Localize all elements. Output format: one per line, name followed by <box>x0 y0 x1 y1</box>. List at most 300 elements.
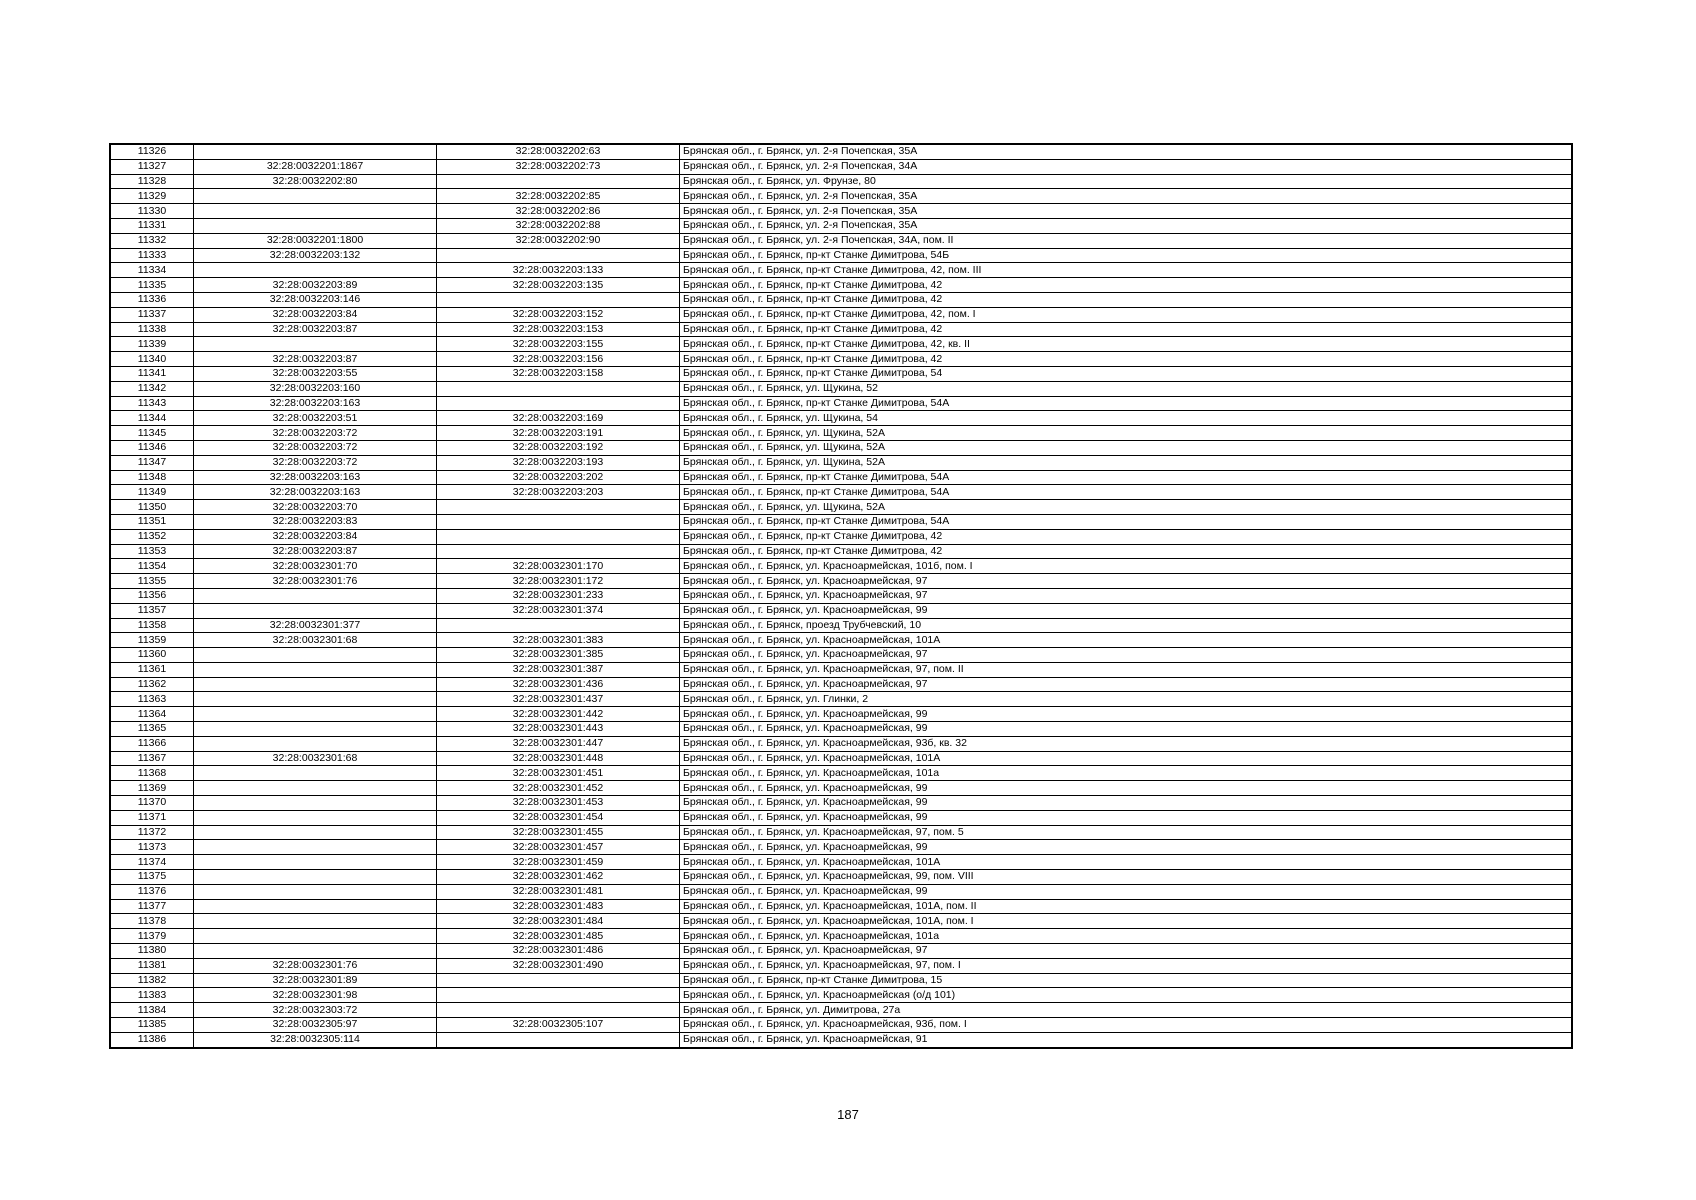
table-row <box>110 588 1572 603</box>
building-cadastral-cell <box>437 1032 680 1047</box>
address-cell: Брянская обл., г. Брянск, ул. Красноармейская, 91 <box>680 1032 1573 1047</box>
row-number-cell: 11361 <box>110 662 194 677</box>
row-number-cell: 11375 <box>110 870 194 885</box>
address-cell: Брянская обл., г. Брянск, ул. Красноармейская, 99 <box>680 796 1573 811</box>
row-number-cell: 11340 <box>110 352 194 367</box>
address-cell: Брянская обл., г. Брянск, пр-кт Станке Димитрова, 42, пом. I <box>680 307 1573 322</box>
table-row <box>110 470 1572 485</box>
land-plot-cadastral-cell <box>194 884 437 899</box>
table-row <box>110 884 1572 899</box>
land-plot-cadastral-cell <box>194 692 437 707</box>
row-number-cell: 11365 <box>110 722 194 737</box>
table-row <box>110 648 1572 663</box>
address-cell: Брянская обл., г. Брянск, ул. 2-я Почепская, 35А <box>680 218 1573 233</box>
row-number-cell: 11346 <box>110 440 194 455</box>
table-row <box>110 870 1572 885</box>
address-cell: Брянская обл., г. Брянск, ул. Щукина, 52А <box>680 455 1573 470</box>
land-plot-cadastral-cell <box>194 648 437 663</box>
building-cadastral-cell <box>437 248 680 263</box>
row-number-cell: 11327 <box>110 159 194 174</box>
building-cadastral-cell <box>437 292 680 307</box>
table-row <box>110 692 1572 707</box>
address-cell: Брянская обл., г. Брянск, ул. Красноармейская, 97, пом. I <box>680 958 1573 973</box>
address-cell: Брянская обл., г. Брянск, ул. Красноармейская, 101А, пом. II <box>680 899 1573 914</box>
table-row <box>110 618 1572 633</box>
table-row <box>110 396 1572 411</box>
address-cell: Брянская обл., г. Брянск, пр-кт Станке Димитрова, 42 <box>680 529 1573 544</box>
building-cadastral-cell: 32:28:0032301:385 <box>437 648 680 663</box>
row-number-cell: 11383 <box>110 988 194 1003</box>
address-cell: Брянская обл., г. Брянск, пр-кт Станке Димитрова, 42 <box>680 544 1573 559</box>
land-plot-cadastral-cell: 32:28:0032203:72 <box>194 426 437 441</box>
table-row <box>110 529 1572 544</box>
address-cell: Брянская обл., г. Брянск, ул. Щукина, 52А <box>680 426 1573 441</box>
land-plot-cadastral-cell: 32:28:0032201:1867 <box>194 159 437 174</box>
land-plot-cadastral-cell <box>194 914 437 929</box>
row-number-cell: 11336 <box>110 292 194 307</box>
address-cell: Брянская обл., г. Брянск, ул. Красноармейская, 101а <box>680 766 1573 781</box>
address-cell: Брянская обл., г. Брянск, ул. Красноармейская, 97, пом. 5 <box>680 825 1573 840</box>
land-plot-cadastral-cell <box>194 840 437 855</box>
table-row <box>110 485 1572 500</box>
table-row <box>110 218 1572 233</box>
address-cell: Брянская обл., г. Брянск, ул. Красноармейская, 99 <box>680 810 1573 825</box>
land-plot-cadastral-cell: 32:28:0032202:80 <box>194 174 437 189</box>
address-cell: Брянская обл., г. Брянск, ул. Красноармейская, 99 <box>680 781 1573 796</box>
row-number-cell: 11374 <box>110 855 194 870</box>
address-cell: Брянская обл., г. Брянск, ул. Щукина, 52 <box>680 381 1573 396</box>
row-number-cell: 11348 <box>110 470 194 485</box>
table-row <box>110 174 1572 189</box>
table-row <box>110 722 1572 737</box>
building-cadastral-cell: 32:28:0032203:169 <box>437 411 680 426</box>
table-row <box>110 736 1572 751</box>
land-plot-cadastral-cell: 32:28:0032301:76 <box>194 574 437 589</box>
building-cadastral-cell: 32:28:0032301:436 <box>437 677 680 692</box>
land-plot-cadastral-cell <box>194 899 437 914</box>
table-row <box>110 1032 1572 1047</box>
table-row <box>110 455 1572 470</box>
table-row <box>110 574 1572 589</box>
building-cadastral-cell: 32:28:0032301:454 <box>437 810 680 825</box>
table-row <box>110 855 1572 870</box>
building-cadastral-cell <box>437 544 680 559</box>
row-number-cell: 11368 <box>110 766 194 781</box>
registry-table <box>109 143 1573 1049</box>
land-plot-cadastral-cell <box>194 929 437 944</box>
address-cell: Брянская обл., г. Брянск, пр-кт Станке Димитрова, 54Б <box>680 248 1573 263</box>
address-cell: Брянская обл., г. Брянск, ул. Фрунзе, 80 <box>680 174 1573 189</box>
address-cell: Брянская обл., г. Брянск, ул. Красноармейская (о/д 101) <box>680 988 1573 1003</box>
row-number-cell: 11357 <box>110 603 194 618</box>
address-cell: Брянская обл., г. Брянск, пр-кт Станке Димитрова, 42, пом. III <box>680 263 1573 278</box>
table-row <box>110 796 1572 811</box>
address-cell: Брянская обл., г. Брянск, пр-кт Станке Димитрова, 42 <box>680 322 1573 337</box>
address-cell: Брянская обл., г. Брянск, ул. Красноармейская, 97, пом. II <box>680 662 1573 677</box>
table-row <box>110 248 1572 263</box>
building-cadastral-cell: 32:28:0032203:156 <box>437 352 680 367</box>
table-row <box>110 514 1572 529</box>
address-cell: Брянская обл., г. Брянск, ул. Красноармейская, 99 <box>680 884 1573 899</box>
address-cell: Брянская обл., г. Брянск, ул. Красноармейская, 101А, пом. I <box>680 914 1573 929</box>
building-cadastral-cell: 32:28:0032301:233 <box>437 588 680 603</box>
building-cadastral-cell: 32:28:0032301:447 <box>437 736 680 751</box>
row-number-cell: 11382 <box>110 973 194 988</box>
building-cadastral-cell: 32:28:0032203:135 <box>437 278 680 293</box>
building-cadastral-cell <box>437 973 680 988</box>
building-cadastral-cell: 32:28:0032301:383 <box>437 633 680 648</box>
row-number-cell: 11342 <box>110 381 194 396</box>
building-cadastral-cell <box>437 514 680 529</box>
table-row <box>110 307 1572 322</box>
building-cadastral-cell <box>437 1003 680 1018</box>
row-number-cell: 11385 <box>110 1018 194 1033</box>
address-cell: Брянская обл., г. Брянск, ул. 2-я Почепская, 34А, пом. II <box>680 233 1573 248</box>
table-row <box>110 914 1572 929</box>
land-plot-cadastral-cell <box>194 204 437 219</box>
table-row <box>110 973 1572 988</box>
table-row <box>110 825 1572 840</box>
table-row <box>110 500 1572 515</box>
building-cadastral-cell: 32:28:0032301:387 <box>437 662 680 677</box>
row-number-cell: 11371 <box>110 810 194 825</box>
land-plot-cadastral-cell <box>194 810 437 825</box>
row-number-cell: 11356 <box>110 588 194 603</box>
land-plot-cadastral-cell: 32:28:0032203:72 <box>194 455 437 470</box>
row-number-cell: 11363 <box>110 692 194 707</box>
land-plot-cadastral-cell: 32:28:0032301:68 <box>194 633 437 648</box>
building-cadastral-cell: 32:28:0032301:437 <box>437 692 680 707</box>
land-plot-cadastral-cell: 32:28:0032203:87 <box>194 322 437 337</box>
building-cadastral-cell: 32:28:0032202:85 <box>437 189 680 204</box>
building-cadastral-cell: 32:28:0032301:453 <box>437 796 680 811</box>
table-row <box>110 633 1572 648</box>
land-plot-cadastral-cell <box>194 263 437 278</box>
land-plot-cadastral-cell: 32:28:0032301:68 <box>194 751 437 766</box>
address-cell: Брянская обл., г. Брянск, ул. Красноармейская, 101А <box>680 751 1573 766</box>
building-cadastral-cell: 32:28:0032203:152 <box>437 307 680 322</box>
building-cadastral-cell: 32:28:0032301:448 <box>437 751 680 766</box>
row-number-cell: 11331 <box>110 218 194 233</box>
row-number-cell: 11351 <box>110 514 194 529</box>
table-row <box>110 352 1572 367</box>
row-number-cell: 11362 <box>110 677 194 692</box>
row-number-cell: 11359 <box>110 633 194 648</box>
building-cadastral-cell: 32:28:0032301:443 <box>437 722 680 737</box>
row-number-cell: 11380 <box>110 944 194 959</box>
table-row <box>110 988 1572 1003</box>
address-cell: Брянская обл., г. Брянск, пр-кт Станке Димитрова, 54А <box>680 396 1573 411</box>
land-plot-cadastral-cell <box>194 722 437 737</box>
address-cell: Брянская обл., г. Брянск, ул. Красноармейская, 101А <box>680 633 1573 648</box>
building-cadastral-cell: 32:28:0032301:442 <box>437 707 680 722</box>
building-cadastral-cell: 32:28:0032202:86 <box>437 204 680 219</box>
address-cell: Брянская обл., г. Брянск, ул. Красноармейская, 93б, кв. 32 <box>680 736 1573 751</box>
land-plot-cadastral-cell: 32:28:0032305:114 <box>194 1032 437 1047</box>
address-cell: Брянская обл., г. Брянск, ул. Красноармейская, 97 <box>680 648 1573 663</box>
building-cadastral-cell: 32:28:0032301:486 <box>437 944 680 959</box>
building-cadastral-cell: 32:28:0032202:90 <box>437 233 680 248</box>
land-plot-cadastral-cell: 32:28:0032203:83 <box>194 514 437 529</box>
address-cell: Брянская обл., г. Брянск, пр-кт Станке Димитрова, 42 <box>680 292 1573 307</box>
table-row <box>110 958 1572 973</box>
table-row <box>110 707 1572 722</box>
row-number-cell: 11384 <box>110 1003 194 1018</box>
address-cell: Брянская обл., г. Брянск, ул. Красноармейская, 97 <box>680 574 1573 589</box>
registry-table-body <box>110 144 1572 1048</box>
land-plot-cadastral-cell: 32:28:0032305:97 <box>194 1018 437 1033</box>
land-plot-cadastral-cell <box>194 855 437 870</box>
land-plot-cadastral-cell: 32:28:0032301:377 <box>194 618 437 633</box>
building-cadastral-cell: 32:28:0032301:451 <box>437 766 680 781</box>
row-number-cell: 11381 <box>110 958 194 973</box>
row-number-cell: 11355 <box>110 574 194 589</box>
table-row <box>110 944 1572 959</box>
address-cell: Брянская обл., г. Брянск, пр-кт Станке Димитрова, 54 <box>680 366 1573 381</box>
address-cell: Брянская обл., г. Брянск, пр-кт Станке Димитрова, 42, кв. II <box>680 337 1573 352</box>
land-plot-cadastral-cell <box>194 662 437 677</box>
building-cadastral-cell: 32:28:0032301:170 <box>437 559 680 574</box>
building-cadastral-cell <box>437 381 680 396</box>
land-plot-cadastral-cell: 32:28:0032301:98 <box>194 988 437 1003</box>
address-cell: Брянская обл., г. Брянск, ул. Щукина, 54 <box>680 411 1573 426</box>
building-cadastral-cell <box>437 618 680 633</box>
row-number-cell: 11345 <box>110 426 194 441</box>
land-plot-cadastral-cell: 32:28:0032203:55 <box>194 366 437 381</box>
land-plot-cadastral-cell <box>194 588 437 603</box>
address-cell: Брянская обл., г. Брянск, ул. Красноармейская, 99 <box>680 722 1573 737</box>
table-row <box>110 411 1572 426</box>
land-plot-cadastral-cell <box>194 944 437 959</box>
address-cell: Брянская обл., г. Брянск, ул. Красноармейская, 99, пом. VIII <box>680 870 1573 885</box>
row-number-cell: 11378 <box>110 914 194 929</box>
land-plot-cadastral-cell: 32:28:0032203:163 <box>194 396 437 411</box>
building-cadastral-cell: 32:28:0032202:63 <box>437 144 680 159</box>
building-cadastral-cell <box>437 988 680 1003</box>
land-plot-cadastral-cell: 32:28:0032303:72 <box>194 1003 437 1018</box>
land-plot-cadastral-cell: 32:28:0032203:87 <box>194 544 437 559</box>
building-cadastral-cell: 32:28:0032301:459 <box>437 855 680 870</box>
table-row <box>110 204 1572 219</box>
table-row <box>110 322 1572 337</box>
building-cadastral-cell: 32:28:0032301:452 <box>437 781 680 796</box>
table-row <box>110 263 1572 278</box>
row-number-cell: 11367 <box>110 751 194 766</box>
row-number-cell: 11338 <box>110 322 194 337</box>
building-cadastral-cell: 32:28:0032203:193 <box>437 455 680 470</box>
table-row <box>110 781 1572 796</box>
land-plot-cadastral-cell <box>194 218 437 233</box>
row-number-cell: 11354 <box>110 559 194 574</box>
table-row <box>110 381 1572 396</box>
land-plot-cadastral-cell <box>194 603 437 618</box>
address-cell: Брянская обл., г. Брянск, пр-кт Станке Димитрова, 42 <box>680 278 1573 293</box>
building-cadastral-cell: 32:28:0032301:481 <box>437 884 680 899</box>
row-number-cell: 11349 <box>110 485 194 500</box>
row-number-cell: 11369 <box>110 781 194 796</box>
building-cadastral-cell: 32:28:0032203:203 <box>437 485 680 500</box>
table-row <box>110 751 1572 766</box>
row-number-cell: 11330 <box>110 204 194 219</box>
table-row <box>110 144 1572 159</box>
row-number-cell: 11332 <box>110 233 194 248</box>
address-cell: Брянская обл., г. Брянск, ул. Красноармейская, 101б, пом. I <box>680 559 1573 574</box>
row-number-cell: 11376 <box>110 884 194 899</box>
address-cell: Брянская обл., г. Брянск, ул. 2-я Почепская, 35А <box>680 144 1573 159</box>
row-number-cell: 11352 <box>110 529 194 544</box>
building-cadastral-cell: 32:28:0032305:107 <box>437 1018 680 1033</box>
land-plot-cadastral-cell <box>194 144 437 159</box>
row-number-cell: 11335 <box>110 278 194 293</box>
row-number-cell: 11372 <box>110 825 194 840</box>
land-plot-cadastral-cell <box>194 825 437 840</box>
land-plot-cadastral-cell: 32:28:0032301:89 <box>194 973 437 988</box>
table-row <box>110 426 1572 441</box>
building-cadastral-cell: 32:28:0032203:153 <box>437 322 680 337</box>
building-cadastral-cell: 32:28:0032203:192 <box>437 440 680 455</box>
table-row <box>110 899 1572 914</box>
land-plot-cadastral-cell <box>194 781 437 796</box>
table-row <box>110 559 1572 574</box>
table-row <box>110 840 1572 855</box>
land-plot-cadastral-cell: 32:28:0032201:1800 <box>194 233 437 248</box>
table-row <box>110 1003 1572 1018</box>
table-row <box>110 292 1572 307</box>
building-cadastral-cell: 32:28:0032301:374 <box>437 603 680 618</box>
address-cell: Брянская обл., г. Брянск, пр-кт Станке Димитрова, 54А <box>680 470 1573 485</box>
building-cadastral-cell: 32:28:0032301:457 <box>437 840 680 855</box>
row-number-cell: 11344 <box>110 411 194 426</box>
address-cell: Брянская обл., г. Брянск, ул. Глинки, 2 <box>680 692 1573 707</box>
land-plot-cadastral-cell <box>194 189 437 204</box>
row-number-cell: 11341 <box>110 366 194 381</box>
building-cadastral-cell <box>437 529 680 544</box>
address-cell: Брянская обл., г. Брянск, пр-кт Станке Димитрова, 42 <box>680 352 1573 367</box>
row-number-cell: 11364 <box>110 707 194 722</box>
table-row <box>110 766 1572 781</box>
land-plot-cadastral-cell: 32:28:0032203:72 <box>194 440 437 455</box>
land-plot-cadastral-cell <box>194 337 437 352</box>
row-number-cell: 11360 <box>110 648 194 663</box>
land-plot-cadastral-cell: 32:28:0032203:84 <box>194 307 437 322</box>
row-number-cell: 11347 <box>110 455 194 470</box>
land-plot-cadastral-cell: 32:28:0032203:146 <box>194 292 437 307</box>
building-cadastral-cell: 32:28:0032301:484 <box>437 914 680 929</box>
building-cadastral-cell: 32:28:0032203:158 <box>437 366 680 381</box>
address-cell: Брянская обл., г. Брянск, ул. 2-я Почепская, 35А <box>680 189 1573 204</box>
building-cadastral-cell: 32:28:0032203:155 <box>437 337 680 352</box>
land-plot-cadastral-cell: 32:28:0032203:70 <box>194 500 437 515</box>
land-plot-cadastral-cell: 32:28:0032203:51 <box>194 411 437 426</box>
address-cell: Брянская обл., г. Брянск, ул. Димитрова, 27а <box>680 1003 1573 1018</box>
table-row <box>110 677 1572 692</box>
land-plot-cadastral-cell <box>194 766 437 781</box>
address-cell: Брянская обл., г. Брянск, ул. 2-я Почепская, 34А <box>680 159 1573 174</box>
table-row <box>110 440 1572 455</box>
building-cadastral-cell: 32:28:0032301:455 <box>437 825 680 840</box>
land-plot-cadastral-cell: 32:28:0032203:84 <box>194 529 437 544</box>
address-cell: Брянская обл., г. Брянск, ул. Красноармейская, 101А <box>680 855 1573 870</box>
row-number-cell: 11350 <box>110 500 194 515</box>
table-row <box>110 662 1572 677</box>
address-cell: Брянская обл., г. Брянск, ул. 2-я Почепская, 35А <box>680 204 1573 219</box>
row-number-cell: 11328 <box>110 174 194 189</box>
land-plot-cadastral-cell <box>194 736 437 751</box>
land-plot-cadastral-cell: 32:28:0032203:89 <box>194 278 437 293</box>
address-cell: Брянская обл., г. Брянск, ул. Красноармейская, 99 <box>680 603 1573 618</box>
table-row <box>110 544 1572 559</box>
table-row <box>110 1018 1572 1033</box>
address-cell: Брянская обл., г. Брянск, пр-кт Станке Димитрова, 54А <box>680 514 1573 529</box>
land-plot-cadastral-cell: 32:28:0032203:163 <box>194 485 437 500</box>
building-cadastral-cell <box>437 174 680 189</box>
building-cadastral-cell: 32:28:0032301:172 <box>437 574 680 589</box>
land-plot-cadastral-cell <box>194 870 437 885</box>
land-plot-cadastral-cell: 32:28:0032203:132 <box>194 248 437 263</box>
address-cell: Брянская обл., г. Брянск, ул. Красноармейская, 99 <box>680 707 1573 722</box>
address-cell: Брянская обл., г. Брянск, ул. Красноармейская, 99 <box>680 840 1573 855</box>
building-cadastral-cell <box>437 500 680 515</box>
table-row <box>110 159 1572 174</box>
row-number-cell: 11339 <box>110 337 194 352</box>
table-row <box>110 603 1572 618</box>
building-cadastral-cell: 32:28:0032203:133 <box>437 263 680 278</box>
address-cell: Брянская обл., г. Брянск, ул. Щукина, 52А <box>680 440 1573 455</box>
table-row <box>110 929 1572 944</box>
address-cell: Брянская обл., г. Брянск, пр-кт Станке Димитрова, 15 <box>680 973 1573 988</box>
table-row <box>110 337 1572 352</box>
table-row <box>110 810 1572 825</box>
row-number-cell: 11379 <box>110 929 194 944</box>
address-cell: Брянская обл., г. Брянск, ул. Красноармейская, 97 <box>680 677 1573 692</box>
row-number-cell: 11386 <box>110 1032 194 1047</box>
land-plot-cadastral-cell: 32:28:0032301:76 <box>194 958 437 973</box>
land-plot-cadastral-cell <box>194 796 437 811</box>
building-cadastral-cell <box>437 396 680 411</box>
land-plot-cadastral-cell <box>194 707 437 722</box>
building-cadastral-cell: 32:28:0032301:490 <box>437 958 680 973</box>
building-cadastral-cell: 32:28:0032301:485 <box>437 929 680 944</box>
row-number-cell: 11326 <box>110 144 194 159</box>
row-number-cell: 11337 <box>110 307 194 322</box>
row-number-cell: 11333 <box>110 248 194 263</box>
row-number-cell: 11334 <box>110 263 194 278</box>
building-cadastral-cell: 32:28:0032202:73 <box>437 159 680 174</box>
row-number-cell: 11373 <box>110 840 194 855</box>
row-number-cell: 11353 <box>110 544 194 559</box>
address-cell: Брянская обл., г. Брянск, ул. Красноармейская, 97 <box>680 944 1573 959</box>
row-number-cell: 11329 <box>110 189 194 204</box>
address-cell: Брянская обл., г. Брянск, ул. Красноармейская, 93б, пом. I <box>680 1018 1573 1033</box>
building-cadastral-cell: 32:28:0032203:202 <box>437 470 680 485</box>
table-row <box>110 189 1572 204</box>
page-number: 187 <box>837 1107 859 1122</box>
table-row <box>110 366 1572 381</box>
land-plot-cadastral-cell <box>194 677 437 692</box>
building-cadastral-cell: 32:28:0032203:191 <box>437 426 680 441</box>
land-plot-cadastral-cell: 32:28:0032203:87 <box>194 352 437 367</box>
address-cell: Брянская обл., г. Брянск, ул. Щукина, 52А <box>680 500 1573 515</box>
land-plot-cadastral-cell: 32:28:0032203:160 <box>194 381 437 396</box>
table-row <box>110 233 1572 248</box>
row-number-cell: 11377 <box>110 899 194 914</box>
address-cell: Брянская обл., г. Брянск, проезд Трубчевский, 10 <box>680 618 1573 633</box>
building-cadastral-cell: 32:28:0032301:483 <box>437 899 680 914</box>
row-number-cell: 11366 <box>110 736 194 751</box>
address-cell: Брянская обл., г. Брянск, ул. Красноармейская, 101а <box>680 929 1573 944</box>
building-cadastral-cell: 32:28:0032301:462 <box>437 870 680 885</box>
table-row <box>110 278 1572 293</box>
